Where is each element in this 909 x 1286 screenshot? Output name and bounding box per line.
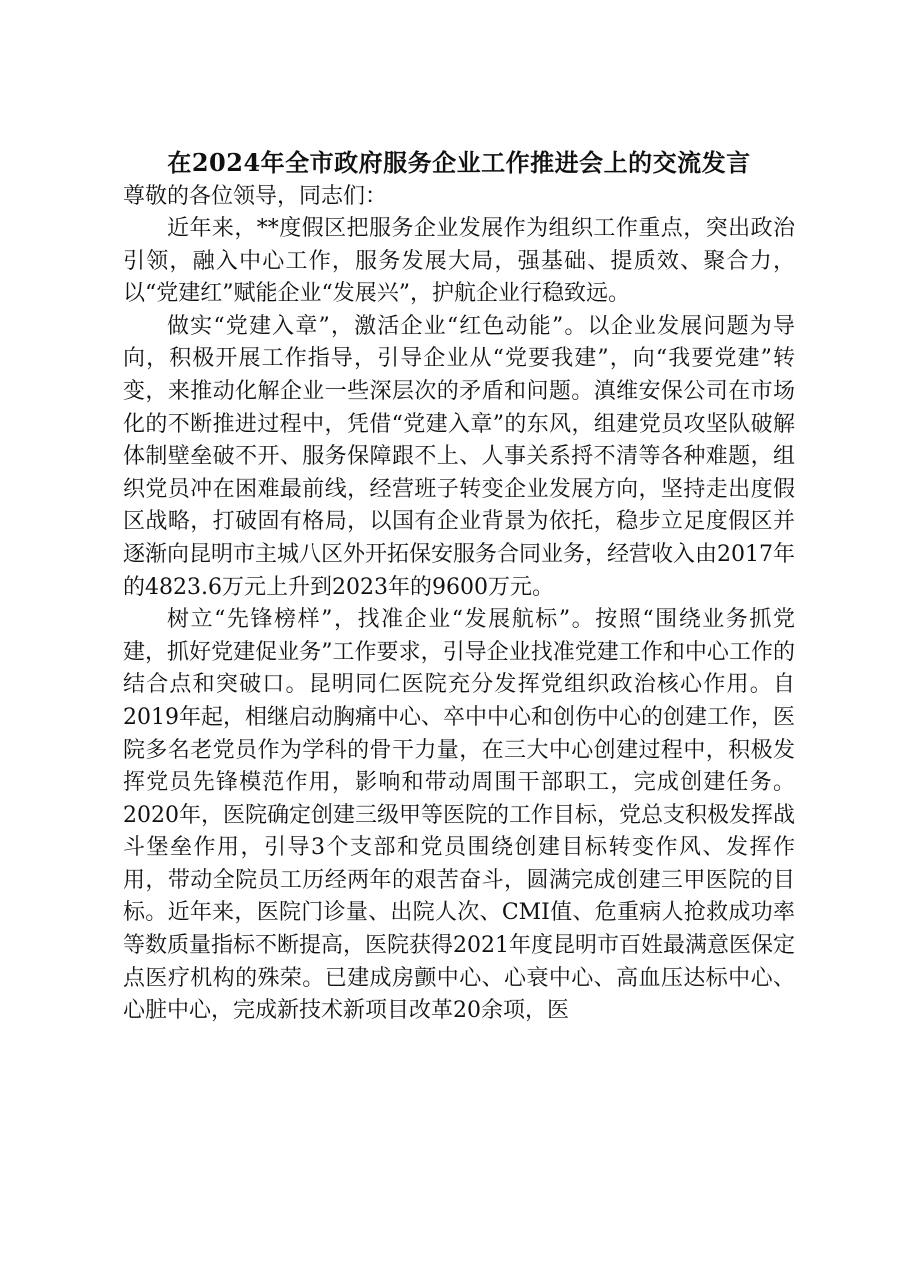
paragraph-pioneer-model: 树立“先锋榜样”，找准企业“发展航标”。按照“围绕业务抓党建，抓好党建促业务”工作要求，引导企业找准党建工作和中心工作的结合点和突破口。昆明同仁医院充分发挥党组织政治核心作用。自2019年起，相继启动胸痛中心、卒中中心和创伤中心的创建工作，医院多名老党员作为学科的骨干力量，在三大中心创建过程中，积极发挥党员先锋模范作用，影响和带动周围干部职工，完成创建任务。2020年，医院确定创建三级甲等医院的工作目标，党总支积极发挥战斗堡垒作用，引导3个支部和党员围绕创建目标转变作风、发挥作用，带动全院员工历经两年的艰苦奋斗，圆满完成创建三甲医院的目标。近年来，医院门诊量、出院人次、CMI值、危重病人抢救成功率等数质量指标不断提高，医院获得2021年度昆明市百姓最满意医保定点医疗机构的殊荣。已建成房颤中心、心衰中心、高血压达标中心、心脏中心，完成新技术新项目改革20余项，医 (123, 607, 795, 1024)
salutation: 尊敬的各位领导，同志们： (123, 184, 388, 209)
paragraph-party-charter: 做实“党建入章”，激活企业“红色动能”。以企业发展问题为导向，积极开展工作指导，引导企业从“党要我建”，向“我要党建”转变，来推动化解企业一些深层次的矛盾和问题。滇维安保公司在市场化的不断推进过程中，凭借“党建入章”的东风，组建党员攻坚队破解体制壁垒破不开、服务保障跟不上、人事关系捋不清等各种难题，组织党员冲在困难最前线，经营班子转变企业发展方向，坚持走出度假区战略，打破固有格局，以国有企业背景为依托，稳步立足度假区并逐渐向昆明市主城八区外开拓保安服务合同业务，经营收入由2017年的4823.6万元上升到2023年的9600万元。 (123, 313, 795, 600)
paragraph-intro: 近年来，**度假区把服务企业发展作为组织工作重点，突出政治引领，融入中心工作，服务发展大局，强基础、提质效、聚合力，以“党建红”赋能企业“发展兴”，护航企业行稳致远。 (123, 216, 795, 307)
document-title: 在2024年全市政府服务企业工作推进会上的交流发言 (167, 148, 751, 177)
document-page (123, 146, 795, 1028)
